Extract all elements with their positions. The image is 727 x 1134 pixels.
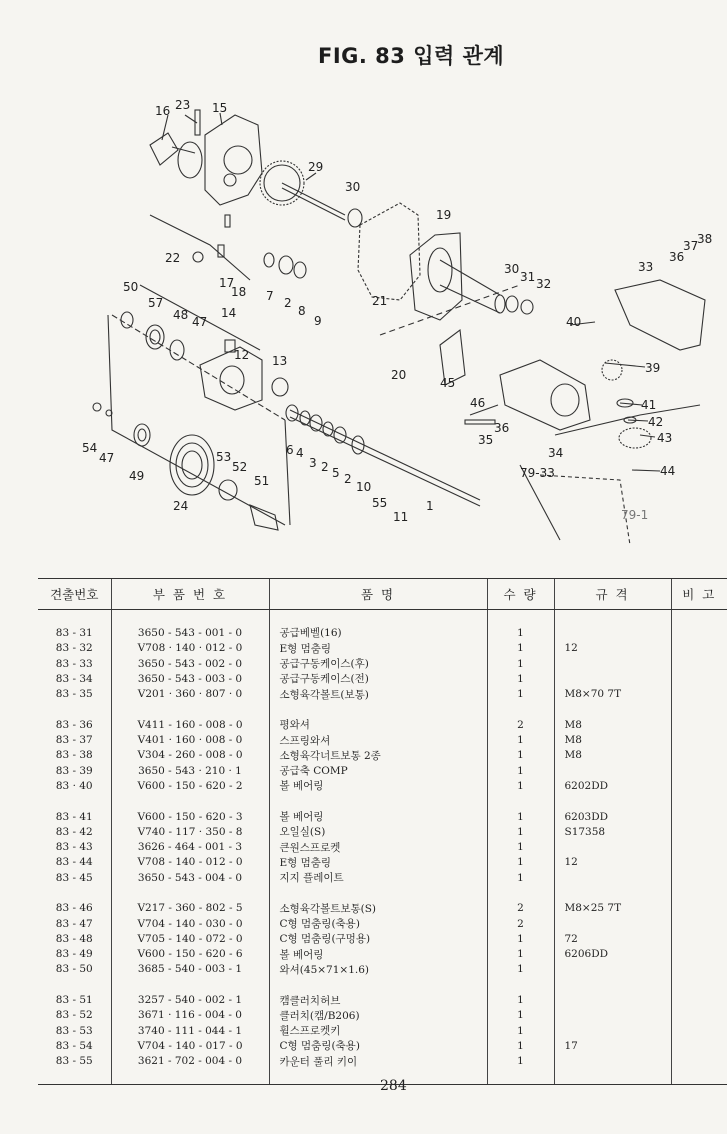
table-row (38, 839, 727, 854)
part-name: 평와셔 (269, 717, 487, 732)
ref-number: 83 - 38 (55, 749, 93, 762)
remarks (671, 1054, 727, 1069)
spec: 6202DD (554, 778, 671, 793)
part-name: E형 멈춤링 (269, 855, 487, 870)
spec (554, 1023, 671, 1038)
spec: S17358 (554, 824, 671, 839)
ref-number: 83 - 31 (55, 626, 93, 639)
ref-number: 83 - 37 (55, 734, 93, 747)
quantity: 1 (487, 671, 554, 686)
page-number: 284 (380, 1078, 407, 1094)
part-number: V705 - 140 - 072 - 0 (111, 931, 269, 946)
callout: 8 (298, 304, 306, 318)
remarks (671, 1023, 727, 1038)
quantity: 2 (487, 901, 554, 916)
figure-title: FIG. 83 입력 관계 (318, 44, 505, 68)
spec: M8 (554, 748, 671, 763)
part-name: 캠클러치허브 (269, 992, 487, 1007)
table-row (38, 778, 727, 793)
remarks (671, 839, 727, 854)
spec (554, 671, 671, 686)
quantity: 1 (487, 625, 554, 640)
table-row (38, 931, 727, 946)
callout: 5 (332, 466, 340, 480)
callout: 45 (440, 376, 456, 390)
quantity: 2 (487, 717, 554, 732)
ref-number: 83 - 35 (55, 688, 93, 701)
part-name: 휠스프로켓키 (269, 1023, 487, 1038)
parts-table-body (38, 610, 727, 1085)
callout: 53 (216, 450, 232, 464)
part-name: 공급축 COMP (269, 763, 487, 778)
ref-number: 83 - 44 (55, 856, 93, 869)
part-name: 큰원스프로켓 (269, 839, 487, 854)
part-name: 와셔(45×71×1.6) (269, 962, 487, 977)
callout: 24 (173, 499, 189, 513)
callout: 2 (344, 472, 352, 486)
spec (554, 1054, 671, 1069)
callout: 47 (192, 315, 208, 329)
spec (554, 916, 671, 931)
table-row (38, 901, 727, 916)
part-name: 오일실(S) (269, 824, 487, 839)
callout: 3 (309, 456, 317, 470)
column-header: 품 명 (269, 579, 487, 610)
ref-number: 83 - 39 (55, 764, 93, 777)
spec (554, 962, 671, 977)
part-name: 지지 플레이트 (269, 870, 487, 885)
callout: 35 (478, 433, 494, 447)
part-number: V740 - 117 · 350 - 8 (111, 824, 269, 839)
callout: 21 (372, 294, 388, 308)
exploded-parts-diagram (0, 85, 727, 555)
remarks (671, 809, 727, 824)
ref-number: 83 - 42 (55, 825, 93, 838)
subfigure-label: 79-1 (621, 508, 649, 522)
part-name: 볼 베어링 (269, 947, 487, 962)
column-header: 수 량 (487, 579, 554, 610)
spacer-row (38, 610, 727, 626)
table-row (38, 1023, 727, 1038)
spec: 6203DD (554, 809, 671, 824)
ref-number: 83 · 40 (55, 779, 93, 792)
callout: 6 (286, 443, 294, 457)
remarks (671, 671, 727, 686)
quantity: 1 (487, 824, 554, 839)
part-number: 3650 - 543 - 001 - 0 (111, 625, 269, 640)
remarks (671, 855, 727, 870)
ref-number: 83 - 54 (55, 1039, 93, 1052)
part-name: 볼 베어링 (269, 778, 487, 793)
part-number: V401 · 160 · 008 - 0 (111, 732, 269, 747)
callout: 57 (148, 296, 164, 310)
part-name: 소형육각볼트(보통) (269, 686, 487, 701)
callout: 39 (645, 361, 661, 375)
remarks (671, 992, 727, 1007)
ref-number: 83 - 46 (55, 902, 93, 915)
callout: 9 (314, 314, 322, 328)
part-name: 볼 베어링 (269, 809, 487, 824)
part-number: 3650 - 543 - 004 - 0 (111, 870, 269, 885)
callout: 48 (173, 308, 189, 322)
part-name: 공급구동케이스(후) (269, 656, 487, 671)
spacer-row (38, 885, 727, 900)
remarks (671, 748, 727, 763)
part-name: 스프링와셔 (269, 732, 487, 747)
table-row (38, 992, 727, 1007)
spec (554, 992, 671, 1007)
callout: 12 (234, 348, 250, 362)
callout: 46 (470, 396, 486, 410)
callout: 4 (296, 446, 304, 460)
callout: 44 (660, 464, 676, 478)
part-number: 3650 - 543 - 003 - 0 (111, 671, 269, 686)
part-number: 3257 - 540 - 002 - 1 (111, 992, 269, 1007)
ref-number: 83 - 52 (55, 1009, 93, 1022)
part-number: 3621 - 702 - 004 - 0 (111, 1054, 269, 1069)
callout: 17 (219, 276, 235, 290)
callout: 79-33 (520, 466, 555, 480)
remarks (671, 763, 727, 778)
ref-number: 83 - 55 (55, 1055, 93, 1068)
callout: 1 (426, 499, 434, 513)
column-header: 비 고 (671, 579, 727, 610)
callout: 13 (272, 354, 288, 368)
callout: 10 (356, 480, 372, 494)
ref-number: 83 - 53 (55, 1024, 93, 1037)
remarks (671, 901, 727, 916)
ref-number: 83 - 34 (55, 672, 93, 685)
quantity: 1 (487, 947, 554, 962)
callout: 23 (175, 98, 191, 112)
part-number: V600 - 150 - 620 - 2 (111, 778, 269, 793)
callout: 42 (648, 415, 664, 429)
ref-number: 83 - 47 (55, 917, 93, 930)
callout: 38 (697, 232, 713, 246)
table-row (38, 686, 727, 701)
quantity: 1 (487, 931, 554, 946)
spec (554, 763, 671, 778)
callout: 30 (345, 180, 361, 194)
quantity: 1 (487, 1008, 554, 1023)
part-number: 3740 - 111 - 044 - 1 (111, 1023, 269, 1038)
ref-number: 83 - 48 (55, 932, 93, 945)
part-number: 3685 - 540 - 003 - 1 (111, 962, 269, 977)
spec (554, 870, 671, 885)
spec (554, 656, 671, 671)
remarks (671, 1008, 727, 1023)
ref-number: 83 - 50 (55, 963, 93, 976)
part-name: 소형육각너트보통 2종 (269, 748, 487, 763)
ref-number: 83 - 36 (55, 718, 93, 731)
table-row (38, 809, 727, 824)
remarks (671, 778, 727, 793)
ref-number: 83 - 45 (55, 871, 93, 884)
ref-number: 83 - 43 (55, 841, 93, 854)
callout: 2 (321, 460, 329, 474)
callout: 14 (221, 306, 237, 320)
spec: 17 (554, 1038, 671, 1053)
quantity: 1 (487, 839, 554, 854)
spec: M8 (554, 732, 671, 747)
quantity: 1 (487, 1054, 554, 1069)
callout: 18 (231, 285, 247, 299)
callout: 50 (123, 280, 139, 294)
quantity: 1 (487, 656, 554, 671)
table-row (38, 641, 727, 656)
callout: 40 (566, 315, 582, 329)
table-row (38, 748, 727, 763)
callout: 34 (548, 446, 564, 460)
table-row (38, 625, 727, 640)
quantity: 1 (487, 962, 554, 977)
remarks (671, 870, 727, 885)
callout: 19 (436, 208, 452, 222)
part-number: V304 - 260 - 008 - 0 (111, 748, 269, 763)
remarks (671, 625, 727, 640)
callout: 20 (391, 368, 407, 382)
quantity: 1 (487, 1038, 554, 1053)
part-number: V201 · 360 · 807 · 0 (111, 686, 269, 701)
table-row (38, 732, 727, 747)
table-row (38, 1008, 727, 1023)
ref-number: 83 - 41 (55, 810, 93, 823)
part-number: 3650 - 543 · 210 · 1 (111, 763, 269, 778)
quantity: 1 (487, 778, 554, 793)
part-name: 공급베벨(16) (269, 625, 487, 640)
callout: 51 (254, 474, 270, 488)
callout: 30 (504, 262, 520, 276)
spec: M8 (554, 717, 671, 732)
table-row (38, 916, 727, 931)
part-name: C형 멈춤링(축용) (269, 1038, 487, 1053)
quantity: 1 (487, 992, 554, 1007)
callout: 37 (683, 239, 699, 253)
quantity: 1 (487, 641, 554, 656)
callout: 31 (520, 270, 536, 284)
callout: 36 (669, 250, 685, 264)
callout: 54 (82, 441, 98, 455)
part-number: V411 - 160 - 008 - 0 (111, 717, 269, 732)
remarks (671, 962, 727, 977)
table-row (38, 1038, 727, 1053)
spec: M8×25 7T (554, 901, 671, 916)
callout: 43 (657, 431, 673, 445)
part-name: 카운터 풀리 키이 (269, 1054, 487, 1069)
column-header: 견출번호 (38, 579, 111, 610)
callout: 33 (638, 260, 654, 274)
part-number: V704 - 140 - 030 - 0 (111, 916, 269, 931)
quantity: 1 (487, 809, 554, 824)
quantity: 1 (487, 748, 554, 763)
column-header: 규 격 (554, 579, 671, 610)
callout: 7 (266, 289, 274, 303)
callout: 36 (494, 421, 510, 435)
table-row (38, 671, 727, 686)
ref-number: 83 - 33 (55, 657, 93, 670)
part-name: E형 멈춤링 (269, 641, 487, 656)
table-row (38, 947, 727, 962)
spacer-row (38, 794, 727, 809)
quantity: 1 (487, 870, 554, 885)
part-number: 3650 - 543 - 002 - 0 (111, 656, 269, 671)
part-name: 소형육각볼트보통(S) (269, 901, 487, 916)
part-name: 공급구동케이스(전) (269, 671, 487, 686)
part-number: V708 · 140 · 012 - 0 (111, 641, 269, 656)
ref-number: 83 - 51 (55, 994, 93, 1007)
table-row (38, 763, 727, 778)
callout: 2 (284, 296, 292, 310)
callout: 41 (641, 398, 657, 412)
part-number: 3626 - 464 - 001 - 3 (111, 839, 269, 854)
callout: 32 (536, 277, 552, 291)
remarks (671, 717, 727, 732)
spec (554, 839, 671, 854)
part-number: V708 - 140 - 012 - 0 (111, 855, 269, 870)
spacer-row (38, 977, 727, 992)
part-number: V704 - 140 - 017 - 0 (111, 1038, 269, 1053)
callout: 16 (155, 104, 171, 118)
table-row (38, 717, 727, 732)
quantity: 1 (487, 1023, 554, 1038)
table-row (38, 1054, 727, 1069)
remarks (671, 947, 727, 962)
part-name: C형 멈춤링(축용) (269, 916, 487, 931)
spec: 72 (554, 931, 671, 946)
callout: 49 (129, 469, 145, 483)
part-name: 클러치(캠/B206) (269, 1008, 487, 1023)
remarks (671, 656, 727, 671)
remarks (671, 916, 727, 931)
callout: 52 (232, 460, 248, 474)
spec (554, 1008, 671, 1023)
callout: 11 (393, 510, 409, 524)
quantity: 1 (487, 686, 554, 701)
remarks (671, 686, 727, 701)
column-header: 부 품 번 호 (111, 579, 269, 610)
spacer-row (38, 702, 727, 717)
callout: 55 (372, 496, 388, 510)
ref-number: 83 - 49 (55, 948, 93, 961)
table-row (38, 870, 727, 885)
quantity: 1 (487, 763, 554, 778)
table-row (38, 855, 727, 870)
table-row (38, 656, 727, 671)
part-number: 3671 · 116 - 004 - 0 (111, 1008, 269, 1023)
part-number: V600 - 150 - 620 - 3 (111, 809, 269, 824)
remarks (671, 1038, 727, 1053)
callout: 15 (212, 101, 228, 115)
ref-number: 83 - 32 (55, 642, 93, 655)
spec: 12 (554, 855, 671, 870)
remarks (671, 732, 727, 747)
table-row (38, 824, 727, 839)
parts-table (38, 578, 727, 1085)
remarks (671, 641, 727, 656)
quantity: 1 (487, 855, 554, 870)
callout: 22 (165, 251, 181, 265)
spec: M8×70 7T (554, 686, 671, 701)
quantity: 2 (487, 916, 554, 931)
part-number: V600 - 150 - 620 - 6 (111, 947, 269, 962)
spec (554, 625, 671, 640)
remarks (671, 824, 727, 839)
spec: 6206DD (554, 947, 671, 962)
part-name: C형 멈춤링(구멍용) (269, 931, 487, 946)
quantity: 1 (487, 732, 554, 747)
table-header-row (38, 579, 727, 610)
callout: 29 (308, 160, 324, 174)
part-number: V217 - 360 - 802 - 5 (111, 901, 269, 916)
table-row (38, 962, 727, 977)
spec: 12 (554, 641, 671, 656)
callout: 47 (99, 451, 115, 465)
remarks (671, 931, 727, 946)
